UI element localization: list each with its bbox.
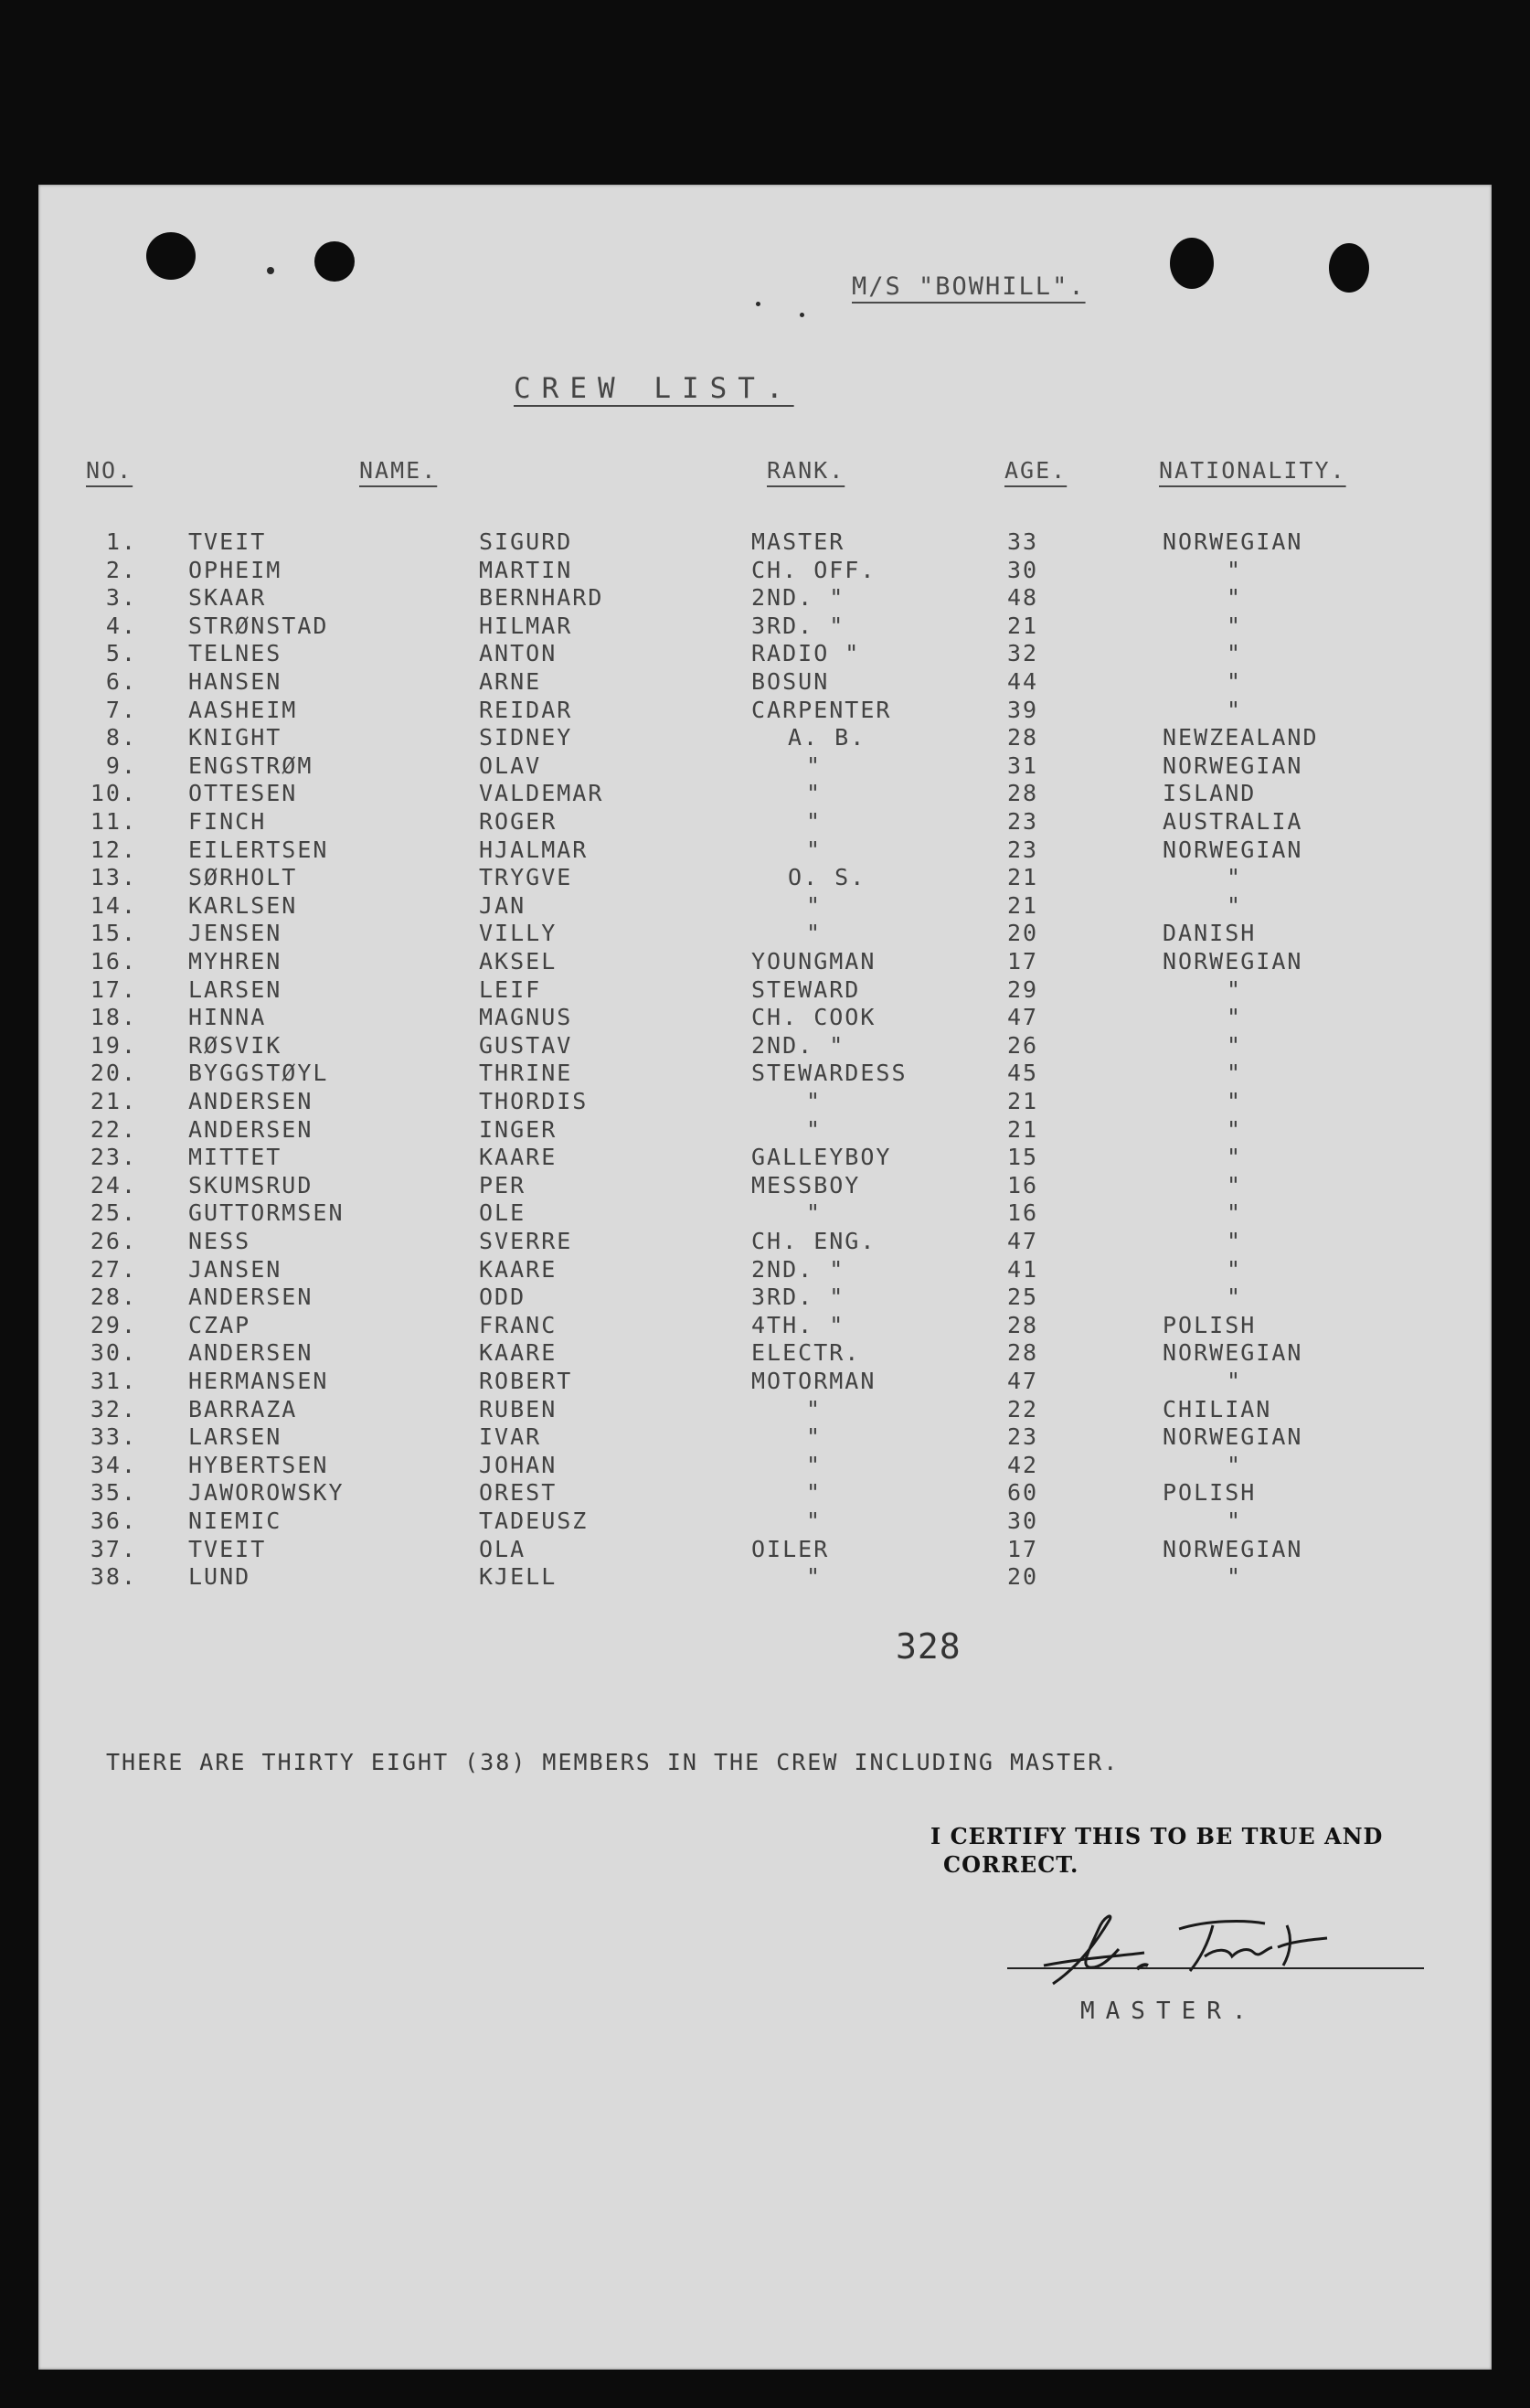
crew-surname: TELNES (188, 640, 282, 667)
crew-nationality: " (1227, 891, 1243, 919)
crew-first-name: BERNHARD (479, 584, 604, 612)
crew-number: 19. (90, 1031, 137, 1059)
crew-age: 28 (1007, 724, 1039, 751)
crew-rank: " (806, 780, 823, 807)
crew-nationality: NEWZEALAND (1163, 724, 1319, 751)
crew-age: 60 (1007, 1479, 1039, 1507)
crew-first-name: OLA (479, 1535, 526, 1562)
crew-surname: KARLSEN (188, 891, 298, 919)
crew-number: 16. (90, 948, 137, 975)
crew-rank: O. S. (788, 864, 866, 891)
crew-rank: OILER (751, 1535, 830, 1562)
crew-age: 47 (1007, 1228, 1039, 1254)
header-nationality: NATIONALITY. (1159, 457, 1346, 484)
crew-surname: TVEIT (188, 1535, 267, 1562)
crew-rank: " (806, 1479, 823, 1507)
crew-age: 21 (1007, 1088, 1039, 1114)
crew-first-name: LEIF (479, 975, 542, 1003)
crew-nationality: DANISH (1163, 920, 1257, 947)
crew-first-name: ROGER (479, 808, 558, 835)
crew-rank: A. B. (788, 724, 866, 751)
crew-rank: CARPENTER (751, 696, 892, 723)
crew-rank: STEWARD (751, 975, 861, 1003)
crew-nationality: " (1227, 1368, 1243, 1394)
crew-rank: ELECTR. (751, 1339, 861, 1367)
crew-surname: ENGSTRØM (188, 751, 313, 779)
crew-nationality: " (1227, 1255, 1243, 1283)
crew-rank: GALLEYBOY (751, 1144, 892, 1171)
crew-age: 28 (1007, 780, 1039, 807)
crew-first-name: RUBEN (479, 1395, 558, 1422)
crew-number: 22. (90, 1115, 137, 1143)
crew-age: 30 (1007, 556, 1039, 583)
crew-age: 16 (1007, 1199, 1039, 1227)
crew-first-name: THRINE (479, 1060, 573, 1087)
certification-line-2: CORRECT. (943, 1851, 1079, 1878)
crew-age: 47 (1007, 1004, 1039, 1031)
crew-rank: STEWARDESS (751, 1060, 908, 1087)
crew-nationality: " (1227, 1228, 1243, 1254)
crew-number: 28. (90, 1284, 137, 1311)
crew-rank: RADIO " (751, 640, 861, 667)
crew-rank: " (806, 1115, 823, 1143)
crew-surname: EILERTSEN (188, 836, 329, 863)
crew-nationality: NORWEGIAN (1163, 1423, 1303, 1451)
crew-number: 17. (90, 975, 137, 1003)
crew-surname: LUND (188, 1563, 251, 1591)
crew-rank: MESSBOY (751, 1171, 861, 1199)
crew-age: 23 (1007, 808, 1039, 835)
crew-number: 7. (105, 696, 137, 723)
crew-surname: JAWOROWSKY (188, 1479, 345, 1507)
crew-rank: " (806, 891, 823, 919)
crew-rank: YOUNGMAN (751, 948, 877, 975)
page-number: 328 (896, 1626, 962, 1667)
crew-age: 25 (1007, 1284, 1039, 1311)
crew-number: 20. (90, 1060, 137, 1087)
crew-number: 10. (90, 780, 137, 807)
crew-first-name: KJELL (479, 1563, 558, 1591)
crew-age: 28 (1007, 1311, 1039, 1338)
crew-age: 42 (1007, 1451, 1039, 1478)
crew-number: 35. (90, 1479, 137, 1507)
crew-number: 15. (90, 920, 137, 947)
crew-surname: MITTET (188, 1144, 282, 1171)
crew-first-name: JOHAN (479, 1451, 558, 1478)
list-title: CREW LIST. (514, 372, 794, 405)
crew-surname: SKUMSRUD (188, 1171, 313, 1199)
crew-surname: LARSEN (188, 975, 282, 1003)
crew-first-name: OLAV (479, 751, 542, 779)
crew-rank: " (806, 1423, 823, 1451)
crew-age: 22 (1007, 1395, 1039, 1422)
punch-hole (1170, 238, 1214, 289)
crew-surname: BYGGSTØYL (188, 1060, 329, 1087)
crew-surname: ANDERSEN (188, 1284, 313, 1311)
crew-age: 32 (1007, 640, 1039, 667)
crew-number: 2. (105, 556, 137, 583)
crew-number: 11. (90, 808, 137, 835)
crew-rank: CH. OFF. (751, 556, 877, 583)
crew-first-name: TADEUSZ (479, 1508, 589, 1534)
crew-first-name: JAN (479, 891, 526, 919)
crew-surname: BARRAZA (188, 1395, 298, 1422)
crew-first-name: KAARE (479, 1339, 558, 1367)
crew-rank: " (806, 1395, 823, 1422)
crew-number: 30. (90, 1339, 137, 1367)
crew-nationality: " (1227, 1088, 1243, 1114)
crew-age: 28 (1007, 1339, 1039, 1367)
crew-age: 21 (1007, 864, 1039, 891)
crew-surname: ANDERSEN (188, 1339, 313, 1367)
crew-number: 21. (90, 1088, 137, 1114)
crew-number: 33. (90, 1423, 137, 1451)
crew-rank: " (806, 751, 823, 779)
crew-nationality: NORWEGIAN (1163, 836, 1303, 863)
crew-nationality: " (1227, 612, 1243, 639)
crew-age: 15 (1007, 1144, 1039, 1171)
crew-number: 26. (90, 1228, 137, 1254)
signature-line (1007, 1967, 1424, 1969)
crew-first-name: AKSEL (479, 948, 558, 975)
crew-nationality: " (1227, 1199, 1243, 1227)
crew-first-name: PER (479, 1171, 526, 1199)
crew-age: 31 (1007, 751, 1039, 779)
crew-age: 23 (1007, 836, 1039, 863)
crew-number: 34. (90, 1451, 137, 1478)
crew-surname: NESS (188, 1228, 251, 1254)
crew-rank: 3RD. " (751, 1284, 845, 1311)
crew-nationality: " (1227, 1060, 1243, 1087)
crew-nationality: " (1227, 1284, 1243, 1311)
crew-surname: TVEIT (188, 528, 267, 555)
crew-surname: JANSEN (188, 1255, 282, 1283)
crew-surname: STRØNSTAD (188, 612, 329, 639)
crew-age: 26 (1007, 1031, 1039, 1059)
crew-number: 18. (90, 1004, 137, 1031)
crew-number: 13. (90, 864, 137, 891)
crew-age: 21 (1007, 612, 1039, 639)
crew-surname: HINNA (188, 1004, 267, 1031)
crew-number: 3. (105, 584, 137, 612)
crew-nationality: CHILIAN (1163, 1395, 1272, 1422)
crew-nationality: " (1227, 668, 1243, 695)
crew-age: 48 (1007, 584, 1039, 612)
crew-first-name: REIDAR (479, 696, 573, 723)
crew-age: 17 (1007, 1535, 1039, 1562)
crew-rank: MASTER (751, 528, 845, 555)
crew-surname: SØRHOLT (188, 864, 298, 891)
crew-rank: " (806, 1451, 823, 1478)
crew-nationality: " (1227, 1004, 1243, 1031)
crew-rank: " (806, 920, 823, 947)
header-no: NO. (86, 457, 133, 484)
crew-first-name: VALDEMAR (479, 780, 604, 807)
crew-number: 36. (90, 1508, 137, 1534)
crew-nationality: AUSTRALIA (1163, 808, 1303, 835)
crew-summary: THERE ARE THIRTY EIGHT (38) MEMBERS IN THE CREW INCLUDING MASTER. (106, 1749, 1120, 1775)
crew-surname: OPHEIM (188, 556, 282, 583)
crew-age: 17 (1007, 948, 1039, 975)
crew-surname: RØSVIK (188, 1031, 282, 1059)
crew-number: 14. (90, 891, 137, 919)
crew-first-name: GUSTAV (479, 1031, 573, 1059)
certification-line-1: I CERTIFY THIS TO BE TRUE AND (930, 1823, 1384, 1849)
crew-number: 25. (90, 1199, 137, 1227)
crew-number: 6. (105, 668, 137, 695)
ink-speck (756, 302, 760, 306)
crew-number: 38. (90, 1563, 137, 1591)
crew-surname: HANSEN (188, 668, 282, 695)
crew-number: 32. (90, 1395, 137, 1422)
crew-first-name: HJALMAR (479, 836, 589, 863)
crew-first-name: KAARE (479, 1144, 558, 1171)
crew-first-name: OLE (479, 1199, 526, 1227)
crew-rank: MOTORMAN (751, 1368, 877, 1394)
crew-nationality: " (1227, 864, 1243, 891)
crew-number: 12. (90, 836, 137, 863)
crew-nationality: " (1227, 696, 1243, 723)
ship-title: M/S "BOWHILL". (852, 272, 1086, 301)
crew-surname: CZAP (188, 1311, 251, 1338)
crew-surname: GUTTORMSEN (188, 1199, 345, 1227)
crew-nationality: NORWEGIAN (1163, 1339, 1303, 1367)
crew-age: 47 (1007, 1368, 1039, 1394)
crew-nationality: " (1227, 584, 1243, 612)
crew-rank: " (806, 1199, 823, 1227)
crew-age: 21 (1007, 891, 1039, 919)
crew-nationality: " (1227, 1563, 1243, 1591)
ink-speck (267, 267, 274, 274)
crew-first-name: OREST (479, 1479, 558, 1507)
crew-surname: HYBERTSEN (188, 1451, 329, 1478)
crew-surname: ANDERSEN (188, 1115, 313, 1143)
crew-number: 4. (105, 612, 137, 639)
punch-hole (146, 232, 196, 280)
crew-nationality: NORWEGIAN (1163, 528, 1303, 555)
crew-number: 27. (90, 1255, 137, 1283)
crew-age: 20 (1007, 1563, 1039, 1591)
crew-age: 20 (1007, 920, 1039, 947)
crew-age: 41 (1007, 1255, 1039, 1283)
crew-nationality: " (1227, 1171, 1243, 1199)
document-page (38, 185, 1492, 2370)
crew-rank: " (806, 1088, 823, 1114)
header-name: NAME. (359, 457, 438, 484)
crew-rank: " (806, 1508, 823, 1534)
crew-rank: 2ND. " (751, 1255, 845, 1283)
crew-nationality: " (1227, 1508, 1243, 1534)
crew-nationality: " (1227, 1031, 1243, 1059)
crew-surname: OTTESEN (188, 780, 298, 807)
crew-rank: " (806, 808, 823, 835)
crew-first-name: FRANC (479, 1311, 558, 1338)
master-signature (1025, 1892, 1409, 1993)
crew-nationality: NORWEGIAN (1163, 751, 1303, 779)
header-rank: RANK. (767, 457, 845, 484)
crew-rank: CH. COOK (751, 1004, 877, 1031)
crew-age: 30 (1007, 1508, 1039, 1534)
crew-rank: BOSUN (751, 668, 830, 695)
crew-age: 16 (1007, 1171, 1039, 1199)
crew-first-name: THORDIS (479, 1088, 589, 1114)
crew-first-name: KAARE (479, 1255, 558, 1283)
crew-number: 5. (105, 640, 137, 667)
crew-nationality: NORWEGIAN (1163, 1535, 1303, 1562)
crew-surname: HERMANSEN (188, 1368, 329, 1394)
crew-number: 8. (105, 724, 137, 751)
crew-surname: FINCH (188, 808, 267, 835)
crew-number: 23. (90, 1144, 137, 1171)
crew-first-name: INGER (479, 1115, 558, 1143)
crew-rank: " (806, 1563, 823, 1591)
crew-first-name: ANTON (479, 640, 558, 667)
crew-first-name: HILMAR (479, 612, 573, 639)
crew-first-name: ROBERT (479, 1368, 573, 1394)
crew-surname: AASHEIM (188, 696, 298, 723)
crew-number: 31. (90, 1368, 137, 1394)
crew-age: 39 (1007, 696, 1039, 723)
crew-number: 9. (105, 751, 137, 779)
crew-rank: 2ND. " (751, 584, 845, 612)
crew-nationality: " (1227, 1115, 1243, 1143)
crew-surname: KNIGHT (188, 724, 282, 751)
crew-age: 21 (1007, 1115, 1039, 1143)
crew-nationality: NORWEGIAN (1163, 948, 1303, 975)
crew-age: 44 (1007, 668, 1039, 695)
crew-nationality: " (1227, 640, 1243, 667)
punch-hole (1329, 243, 1369, 293)
crew-age: 45 (1007, 1060, 1039, 1087)
crew-surname: JENSEN (188, 920, 282, 947)
crew-number: 29. (90, 1311, 137, 1338)
crew-rank: 3RD. " (751, 612, 845, 639)
crew-number: 1. (105, 528, 137, 555)
crew-nationality: " (1227, 556, 1243, 583)
punch-hole (314, 241, 355, 282)
crew-age: 33 (1007, 528, 1039, 555)
crew-rank: 2ND. " (751, 1031, 845, 1059)
signature-label: MASTER. (1080, 1998, 1258, 2025)
crew-nationality: POLISH (1163, 1479, 1257, 1507)
crew-surname: ANDERSEN (188, 1088, 313, 1114)
crew-first-name: SVERRE (479, 1228, 573, 1254)
crew-rank: CH. ENG. (751, 1228, 877, 1254)
crew-first-name: SIGURD (479, 528, 573, 555)
crew-nationality: ISLAND (1163, 780, 1257, 807)
crew-first-name: VILLY (479, 920, 558, 947)
crew-rank: 4TH. " (751, 1311, 845, 1338)
crew-first-name: SIDNEY (479, 724, 573, 751)
crew-nationality: " (1227, 975, 1243, 1003)
crew-surname: MYHREN (188, 948, 282, 975)
crew-first-name: IVAR (479, 1423, 542, 1451)
crew-surname: LARSEN (188, 1423, 282, 1451)
crew-first-name: ARNE (479, 668, 542, 695)
crew-nationality: POLISH (1163, 1311, 1257, 1338)
header-age: AGE. (1004, 457, 1068, 484)
crew-surname: NIEMIC (188, 1508, 282, 1534)
crew-first-name: TRYGVE (479, 864, 573, 891)
crew-age: 29 (1007, 975, 1039, 1003)
crew-first-name: ODD (479, 1284, 526, 1311)
crew-nationality: " (1227, 1144, 1243, 1171)
crew-age: 23 (1007, 1423, 1039, 1451)
crew-number: 24. (90, 1171, 137, 1199)
crew-first-name: MAGNUS (479, 1004, 573, 1031)
crew-surname: SKAAR (188, 584, 267, 612)
ink-speck (800, 313, 804, 317)
crew-nationality: " (1227, 1451, 1243, 1478)
crew-number: 37. (90, 1535, 137, 1562)
crew-rank: " (806, 836, 823, 863)
crew-first-name: MARTIN (479, 556, 573, 583)
